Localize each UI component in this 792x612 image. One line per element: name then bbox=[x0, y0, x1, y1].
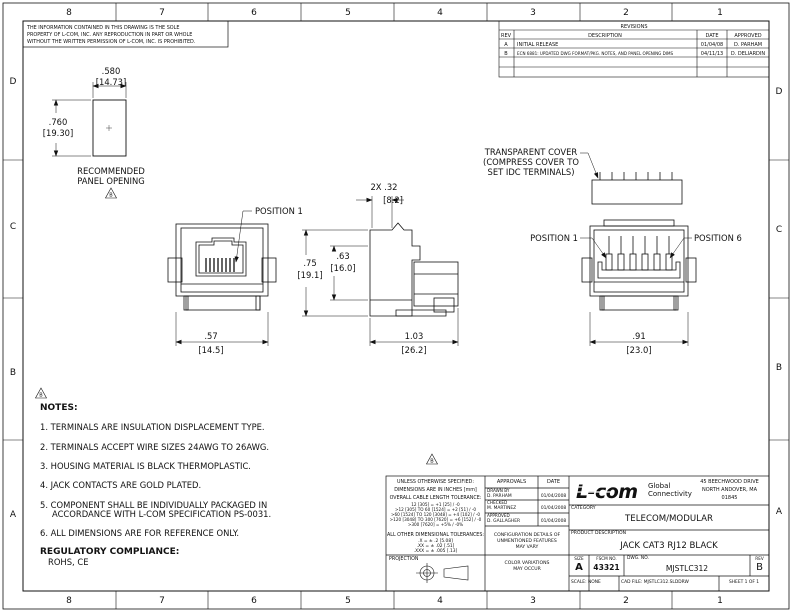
note-4: 4. JACK CONTACTS ARE GOLD PLATED. bbox=[40, 480, 202, 490]
tb-drawn-date: 01/04/2008 bbox=[540, 494, 567, 499]
rear-cover-line-3: SET IDC TERMINALS) bbox=[487, 167, 575, 177]
zone-top-1: 8 bbox=[66, 8, 72, 18]
rev-row-a-date: 01/04/08 bbox=[700, 42, 724, 48]
tb-size-label: SIZE bbox=[574, 556, 584, 561]
tb-sheet: SHEET 1 OF 1 bbox=[728, 580, 760, 585]
side-inner-mm: [16.0] bbox=[330, 263, 356, 273]
panel-height-mm: [19.30] bbox=[42, 128, 74, 138]
side-dims bbox=[302, 196, 458, 346]
tb-logo-tagline-2: Connectivity bbox=[648, 490, 692, 498]
rear-cover-line-2: (COMPRESS COVER TO bbox=[483, 157, 579, 167]
zone-top-5: 4 bbox=[437, 8, 443, 18]
notes-rev-flag: B bbox=[39, 392, 43, 399]
tb-color-line-2: MAY OCCUR bbox=[513, 567, 541, 572]
zone-left-d: D bbox=[9, 77, 17, 87]
zone-bottom-2: 7 bbox=[159, 596, 165, 606]
tb-size-value: A bbox=[575, 562, 583, 573]
tb-approved-date: 01/04/2008 bbox=[540, 519, 567, 524]
tb-rev-label: REV bbox=[755, 556, 764, 561]
rev-row-b-rev: B bbox=[504, 51, 508, 57]
tb-dim-tolerance-line-2: .XX = ± .02 [.51] bbox=[416, 544, 455, 549]
panel-label-line-2: PANEL OPENING bbox=[77, 176, 145, 186]
tb-scale: SCALE: NONE bbox=[571, 580, 601, 585]
tb-dim-tolerance-line-1: .X = ± .2 [5.08] bbox=[418, 539, 453, 544]
tb-description-label: PRODUCT DESCRIPTION bbox=[571, 531, 627, 536]
zone-bottom-4: 5 bbox=[345, 596, 351, 606]
tb-dwg-label: DWG. NO. bbox=[627, 556, 649, 561]
tb-tolerance-line-1: 12 [305] = +1 [25] / -0 bbox=[411, 502, 460, 507]
tb-date-header: DATE bbox=[546, 479, 560, 485]
side-top-dim-in: 2X .32 bbox=[370, 182, 398, 192]
notice-line-3: WITHOUT THE WRITTEN PERMISSION OF L-COM, INC. IS PROHIBITED. bbox=[27, 39, 196, 45]
note-5-line-1: 5. COMPONENT SHALL BE INDIVIDUALLY PACKAGED IN bbox=[40, 500, 268, 510]
rear-position-1-callout: POSITION 1 bbox=[530, 233, 578, 243]
rear-width-in: .91 bbox=[632, 331, 646, 341]
rev-row-a-desc: INITIAL RELEASE bbox=[517, 42, 559, 48]
rear-cover-line-1: TRANSPARENT COVER bbox=[484, 147, 578, 157]
tb-drawn-by-label: DRAWN BY bbox=[487, 488, 510, 493]
front-width-mm: [14.5] bbox=[198, 345, 224, 355]
zone-right-d: D bbox=[775, 87, 783, 97]
tb-checked-label: CHECKED bbox=[487, 500, 508, 505]
front-contacts bbox=[206, 258, 234, 272]
tb-dims-in-inches: DIMENSIONS ARE IN INCHES [mm] bbox=[394, 488, 477, 493]
side-view bbox=[370, 223, 458, 316]
panel-rev-flag: B bbox=[109, 192, 113, 199]
note-3: 3. HOUSING MATERIAL IS BLACK THERMOPLASTIC. bbox=[40, 461, 251, 471]
zone-left-c: C bbox=[9, 222, 17, 232]
zone-right-a: A bbox=[775, 507, 783, 517]
l-com-logo bbox=[572, 477, 646, 503]
notes-heading: NOTES: bbox=[40, 403, 78, 413]
front-dims bbox=[176, 211, 268, 346]
tb-config-line-3: MAY VARY bbox=[515, 545, 539, 550]
zone-top-6: 3 bbox=[530, 8, 536, 18]
rev-header-date: DATE bbox=[705, 33, 719, 39]
front-position-1-callout: POSITION 1 bbox=[255, 206, 303, 216]
zone-top-3: 6 bbox=[251, 8, 257, 18]
regulatory-value: ROHS, CE bbox=[48, 557, 89, 567]
tb-tolerance-line-2: >12 [305] TO 60 [1524] = +2 [51] / -0 bbox=[394, 507, 477, 512]
rear-view bbox=[582, 220, 696, 310]
zone-bottom-7: 2 bbox=[623, 596, 629, 606]
tb-checked-name: M. MARTINEZ bbox=[487, 506, 517, 511]
zone-right-c: C bbox=[775, 225, 783, 235]
side-length-in: 1.03 bbox=[404, 331, 424, 341]
tb-cad-file: CAD FILE: MJSTLC312.SLDDRW bbox=[621, 580, 689, 585]
tb-address-line-1: 45 BEECHWOOD DRIVE bbox=[700, 479, 759, 485]
panel-label-line-1: RECOMMENDED bbox=[77, 166, 145, 176]
note-6: 6. ALL DIMENSIONS ARE FOR REFERENCE ONLY. bbox=[40, 528, 239, 538]
zone-left-b: B bbox=[9, 368, 17, 378]
revisions-title: REVISIONS bbox=[620, 24, 648, 30]
rear-cover bbox=[592, 172, 682, 204]
zone-bottom-1: 8 bbox=[66, 596, 72, 606]
tb-address-line-3: 01845 bbox=[721, 495, 738, 501]
zone-bottom-8: 1 bbox=[717, 596, 723, 606]
third-angle-projection-icon bbox=[416, 563, 468, 583]
notice-line-2: PROPERTY OF L-COM, INC. ANY REPRODUCTION IN PART OR WHOLE bbox=[27, 32, 193, 38]
tb-fscm-label: FSCM NO. bbox=[596, 556, 617, 561]
tb-address-line-2: NORTH ANDOVER, MA bbox=[701, 487, 757, 493]
tb-dim-tolerance-line-3: .XXX = ± .005 [.13] bbox=[413, 549, 458, 554]
tb-color-line-1: COLOR VARIATIONS bbox=[504, 561, 550, 566]
zone-top-4: 5 bbox=[345, 8, 351, 18]
side-top-dim-mm: [8.2] bbox=[383, 195, 403, 205]
tb-category-label: CATEGORY bbox=[571, 506, 596, 511]
title-rev-flag: B bbox=[430, 458, 434, 465]
tb-unless-specified: UNLESS OTHERWISE SPECIFIED: bbox=[397, 480, 474, 485]
tb-fscm-value: 43321 bbox=[593, 563, 620, 572]
zone-bottom-5: 4 bbox=[437, 596, 443, 606]
side-height-in: .75 bbox=[303, 258, 317, 268]
rev-header-rev: REV bbox=[500, 33, 512, 39]
tb-description-value: JACK CAT3 RJ12 BLACK bbox=[620, 541, 718, 551]
rev-row-a-approved: D. PARHAM bbox=[733, 42, 763, 48]
rear-width-mm: [23.0] bbox=[626, 345, 652, 355]
tb-approved-label: APPROVED bbox=[487, 513, 510, 518]
panel-width-mm: [14.73] bbox=[95, 77, 127, 87]
side-length-mm: [26.2] bbox=[401, 345, 427, 355]
zone-bottom-6: 3 bbox=[530, 596, 536, 606]
rev-header-description: DESCRIPTION bbox=[588, 33, 622, 39]
zone-right-b: B bbox=[775, 363, 783, 373]
panel-width-in: .580 bbox=[101, 66, 121, 76]
zone-top-2: 7 bbox=[159, 8, 165, 18]
side-inner-in: .63 bbox=[336, 251, 350, 261]
tb-tolerance-line-4: >120 [3048] TO 300 [7620] = +6 [152] / -0 bbox=[389, 517, 482, 522]
regulatory-heading: REGULATORY COMPLIANCE: bbox=[40, 547, 180, 557]
note-2: 2. TERMINALS ACCEPT WIRE SIZES 24AWG TO 26AWG. bbox=[40, 442, 270, 452]
rev-header-approved: APPROVED bbox=[734, 33, 762, 39]
front-width-in: .57 bbox=[204, 331, 218, 341]
zone-top-8: 1 bbox=[717, 8, 723, 18]
rev-row-b-approved: D. DELIARDIN bbox=[730, 51, 766, 57]
rev-row-a-rev: A bbox=[504, 42, 508, 48]
zone-bottom-3: 6 bbox=[251, 596, 257, 606]
notice-line-1: THE INFORMATION CONTAINED IN THIS DRAWING IS THE SOLE bbox=[27, 25, 180, 31]
panel-height-in: .760 bbox=[48, 117, 68, 127]
tb-logo-tagline-1: Global bbox=[648, 482, 671, 490]
tb-config-line-1: CONFIGURATION DETAILS OF bbox=[493, 533, 561, 538]
zone-left-a: A bbox=[9, 510, 17, 520]
tb-tolerance-line-5: >300 [7620] = +5% / -0% bbox=[407, 522, 464, 527]
rev-row-b-desc: ECN 6881: UPDATED DWG FORMAT/PKG. NOTES, AND PANEL OPENING DIMS bbox=[517, 51, 674, 56]
tb-checked-date: 01/04/2008 bbox=[540, 506, 567, 511]
tb-tolerance-line-3: >60 [1524] TO 120 [3048] = +4 [102] / -0 bbox=[390, 512, 481, 517]
tb-category-value: TELECOM/MODULAR bbox=[625, 514, 713, 524]
note-5-line-2: ACCORDANCE WITH L-COM SPECIFICATION PS-0031. bbox=[52, 509, 272, 519]
tb-dwg-value: MJSTLC312 bbox=[665, 564, 709, 573]
logo-wordmark: L-com bbox=[576, 481, 638, 503]
tb-approved-name: D. GALLAGHER bbox=[487, 519, 521, 524]
side-height-mm: [19.1] bbox=[297, 270, 323, 280]
rear-position-6-callout: POSITION 6 bbox=[694, 233, 742, 243]
tb-projection-label: PROJECTION bbox=[389, 557, 419, 562]
tb-tolerance-heading: OVERALL CABLE LENGTH TOLERANCE: bbox=[389, 496, 482, 501]
tb-approvals-header: APPROVALS bbox=[496, 479, 527, 485]
rear-idc-slots bbox=[606, 236, 672, 270]
zone-top-7: 2 bbox=[623, 8, 629, 18]
rear-dims bbox=[580, 153, 692, 346]
tb-dim-tolerance-heading: ALL OTHER DIMENSIONAL TOLERANCES: bbox=[387, 533, 484, 538]
tb-config-line-2: UNMENTIONED FEATURES bbox=[497, 539, 557, 544]
tb-drawn-by-name: D. PARHAM bbox=[487, 494, 512, 499]
rev-row-b-date: 04/11/13 bbox=[700, 51, 724, 57]
note-1: 1. TERMINALS ARE INSULATION DISPLACEMENT TYPE. bbox=[40, 422, 265, 432]
tb-rev-value: B bbox=[756, 562, 763, 573]
